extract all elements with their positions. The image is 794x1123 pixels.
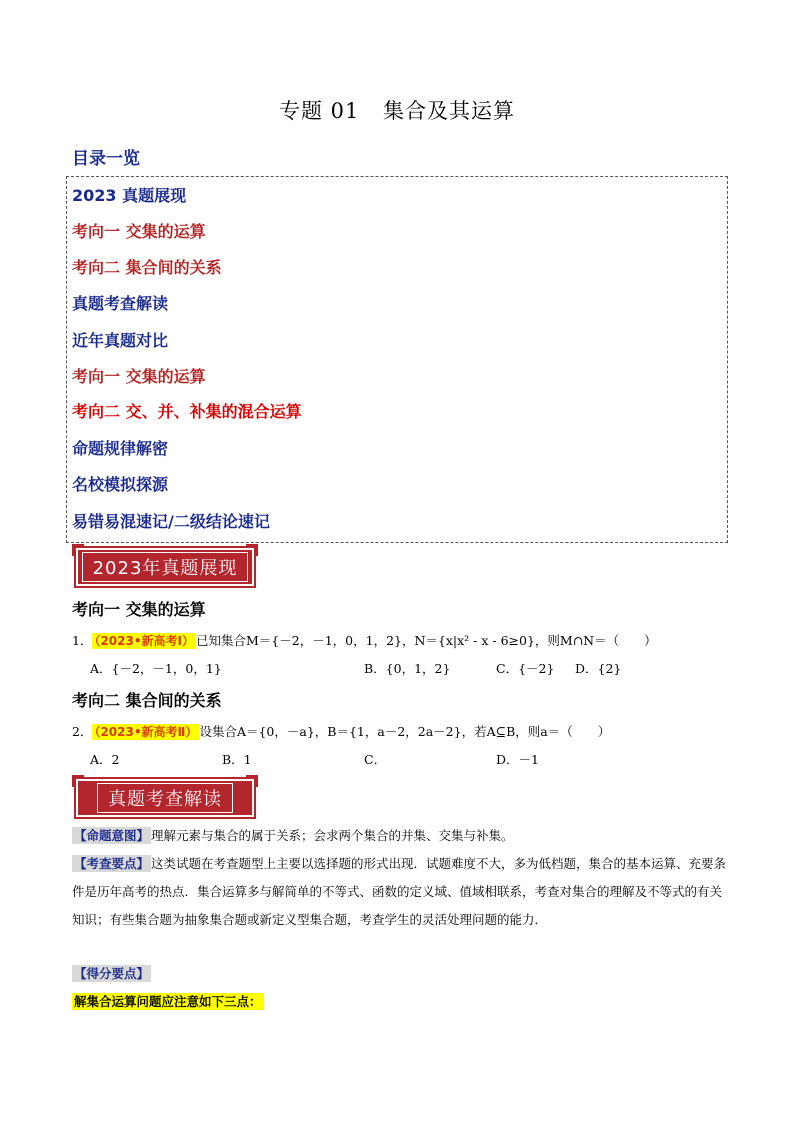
option-a: A．{－2，－1，0，1} [90,661,222,676]
toc-item[interactable]: 考向二 集合间的关系 [72,258,222,277]
banner-2023-real-questions [78,550,252,584]
title-topic-number: 专题 01 [278,99,360,123]
banner-exam-analysis [78,781,252,815]
question-text: 设集合A＝{0，－a}，B＝{1，a－2，2a－2}，若A⊆B，则a＝（ ） [199,724,611,739]
key-points-label: 【考查要点】 [74,856,150,871]
page-title [0,95,794,125]
question-2 [72,722,610,740]
question-number: 1． [72,633,93,648]
banner-label: 真题考查解读 [97,783,233,813]
question-1 [72,631,657,649]
toc-item[interactable]: 易错易混速记/二级结论速记 [72,512,270,531]
scoring-points-label: 【得分要点】 [74,966,150,981]
toc-item[interactable]: 考向二 交、并、补集的混合运算 [72,402,302,421]
section2-heading: 考向二 集合间的关系 [72,691,222,710]
key-points-paragraph [72,850,727,934]
scoring-points-paragraph [72,960,727,988]
title-topic-name: 集合及其运算 [383,99,516,123]
question-number: 2． [72,724,93,739]
option-a: A．2 [90,752,120,767]
intent-text: 理解元素与集合的属于关系；会求两个集合的并集、交集与补集。 [151,828,514,843]
toc-item[interactable]: 命题规律解密 [72,439,169,458]
option-b: B．{0，1，2} [364,661,451,676]
scoring-points-note: 解集合运算问题应注意如下三点： [74,994,262,1009]
intent-label: 【命题意图】 [74,828,150,843]
intent-paragraph [72,822,727,850]
option-d: D．{2} [575,661,622,676]
scoring-points-text [72,988,727,1016]
option-c: C．{－2} [496,661,555,676]
section1-heading: 考向一 交集的运算 [72,600,206,619]
toc-item[interactable]: 真题考查解读 [72,294,169,313]
toc-item[interactable]: 考向一 交集的运算 [72,367,206,386]
question-text: 已知集合M＝{－2，－1，0，1，2}，N＝{x|x² - x - 6≥0}，则M∩N＝（ ） [196,633,657,648]
banner-label: 2023年真题展现 [82,552,249,582]
option-c: C． [364,752,387,767]
toc-item[interactable]: 2023 真题展现 [72,186,187,205]
key-points-text: 这类试题在考查题型上主要以选择题的形式出现．试题难度不大，多为低档题，集合的基本运算、充要条件是历年高考的热点．集合运算多与解简单的不等式、函数的定义域、值域相联系，考查对集合的理解及不等式的有关知识；有些集合题为抽象集合题或新定义型集合题，考查学生的灵活处理问题的能力． [72,856,727,927]
toc-item[interactable]: 近年真题对比 [72,331,169,350]
option-b: B．1 [222,752,252,767]
option-d: D．－1 [496,752,539,767]
toc-item[interactable]: 名校模拟探源 [72,475,169,494]
toc-heading: 目录一览 [72,149,140,169]
question-source-tag: （2023•新高考Ⅰ） [94,634,194,648]
question-source-tag: （2023•新高考Ⅱ） [94,725,198,739]
toc-item[interactable]: 考向一 交集的运算 [72,222,206,241]
